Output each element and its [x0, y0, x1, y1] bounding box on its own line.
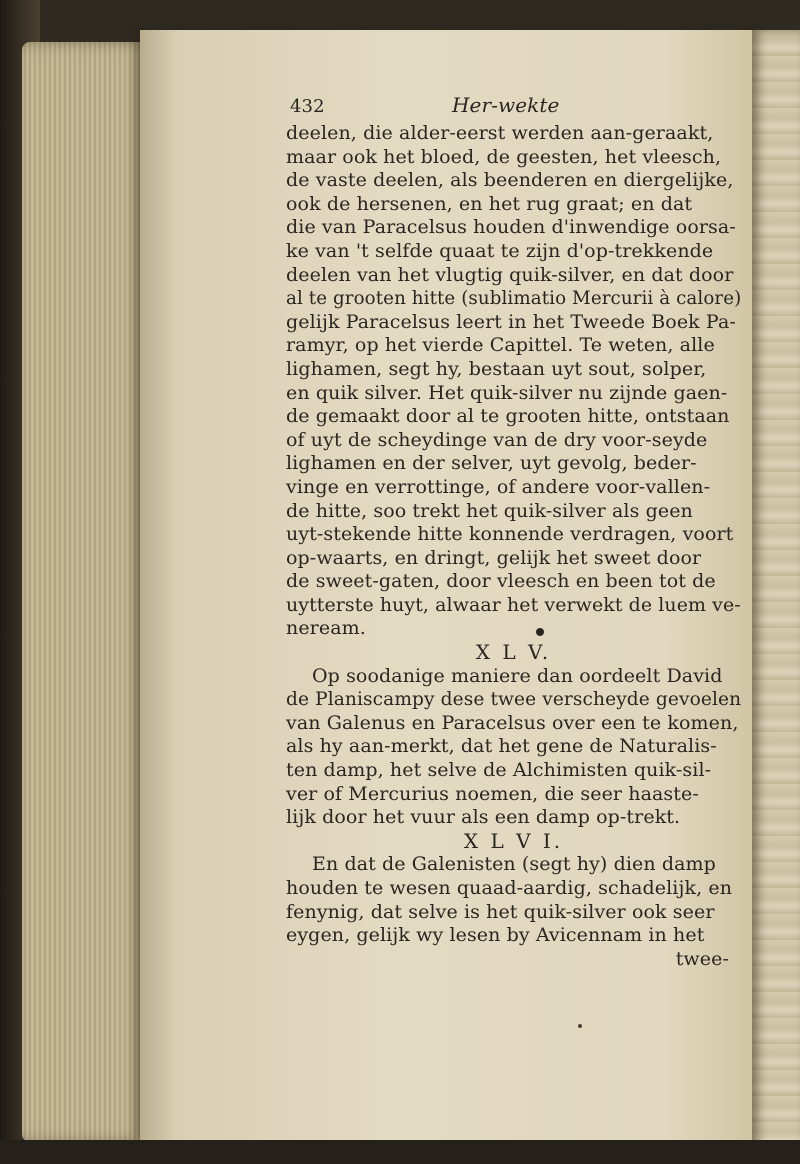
text-line: de gemaakt door al te grooten hitte, ontstaan [286, 405, 730, 428]
text-line: of uyt de scheydinge van de dry voor-seyde [286, 428, 708, 451]
text-line: die van Paracelsus houden d'inwendige oorsa- [286, 216, 736, 239]
text-line: uytterste huyt, alwaar het verwekt de luem ve- [286, 593, 741, 616]
text-line: maar ook het bloed, de geesten, het vleesch, [286, 145, 722, 168]
text-line: de sweet-gaten, door vleesch en been tot de [286, 570, 716, 593]
section-heading: X L V I. [463, 828, 564, 853]
text-line: als hy aan-merkt, dat het gene de Naturalis- [286, 735, 717, 758]
text-line: deelen, die alder-eerst werden aan-geraakt, [286, 122, 714, 144]
text-line: deelen van het vlugtig quik-silver, en dat door [286, 263, 734, 286]
text-line: neream. [286, 617, 366, 640]
text-line: van Galenus en Paracelsus over een te komen, [286, 711, 739, 734]
page-edges-left [22, 42, 152, 1142]
text-line: ramyr, op het vierde Capittel. Te weten, alle [286, 334, 715, 357]
text-line: eygen, gelijk wy lesen by Avicennam in het [286, 924, 705, 947]
text-line: en quik silver. Het quik-silver nu zijnde gaen- [286, 381, 728, 404]
text-line: ver of Mercurius noemen, die seer haaste- [286, 782, 699, 805]
running-head: Her-wekte [452, 93, 560, 117]
text-line: ten damp, het selve de Alchimisten quik-sil- [286, 759, 712, 782]
text-line: Op soodanige maniere dan oordeelt David [312, 664, 723, 687]
text-line: uyt-stekende hitte konnende verdragen, voort [286, 523, 734, 546]
page-header [286, 94, 741, 118]
text-line: ook de hersenen, en het rug graat; en dat [286, 192, 693, 215]
catchword: twee- [675, 947, 729, 970]
text-line: houden te wesen quaad-aardig, schadelijk, en [286, 877, 733, 899]
text-line: lighamen, segt hy, bestaan uyt sout, solper, [286, 357, 707, 380]
section-paragraph [286, 853, 741, 971]
body-paragraph [286, 122, 741, 641]
text-line: lighamen en der selver, uyt gevolg, beder- [286, 452, 697, 475]
text-line: de vaste deelen, als beenderen en diergelijke, [286, 169, 734, 192]
ink-blot [536, 628, 544, 636]
text-line: En dat de Galenisten (segt hy) dien damp [312, 853, 716, 876]
text-line: ke van 't selfde quaat te zijn d'op-trekkende [286, 239, 714, 262]
background-shadow [0, 1140, 800, 1164]
text-line: op-waarts, en dringt, gelijk het sweet door [286, 546, 702, 569]
text-line: de Planiscampy dese twee verscheyde gevoelen [286, 688, 742, 711]
text-line: fenynig, dat selve is het quik-silver ook seer [286, 900, 715, 923]
text-line: gelijk Paracelsus leert in het Tweede Boek Pa- [286, 310, 736, 333]
text-line: vinge en verrottinge, of andere voor-vallen- [286, 475, 711, 498]
page-number: 432 [290, 96, 325, 117]
text-line: de hitte, soo trekt het quik-silver als geen [286, 499, 693, 522]
text-line: lijk door het vuur als een damp op-trekt. [286, 806, 681, 829]
section-paragraph [286, 665, 741, 830]
facing-page-edge [752, 30, 800, 1164]
text-block [286, 94, 741, 971]
section-heading: X L V. [475, 640, 552, 665]
text-line: al te grooten hitte (sublimatio Mercurii à calore) [286, 287, 742, 310]
ink-speck [578, 1024, 582, 1028]
